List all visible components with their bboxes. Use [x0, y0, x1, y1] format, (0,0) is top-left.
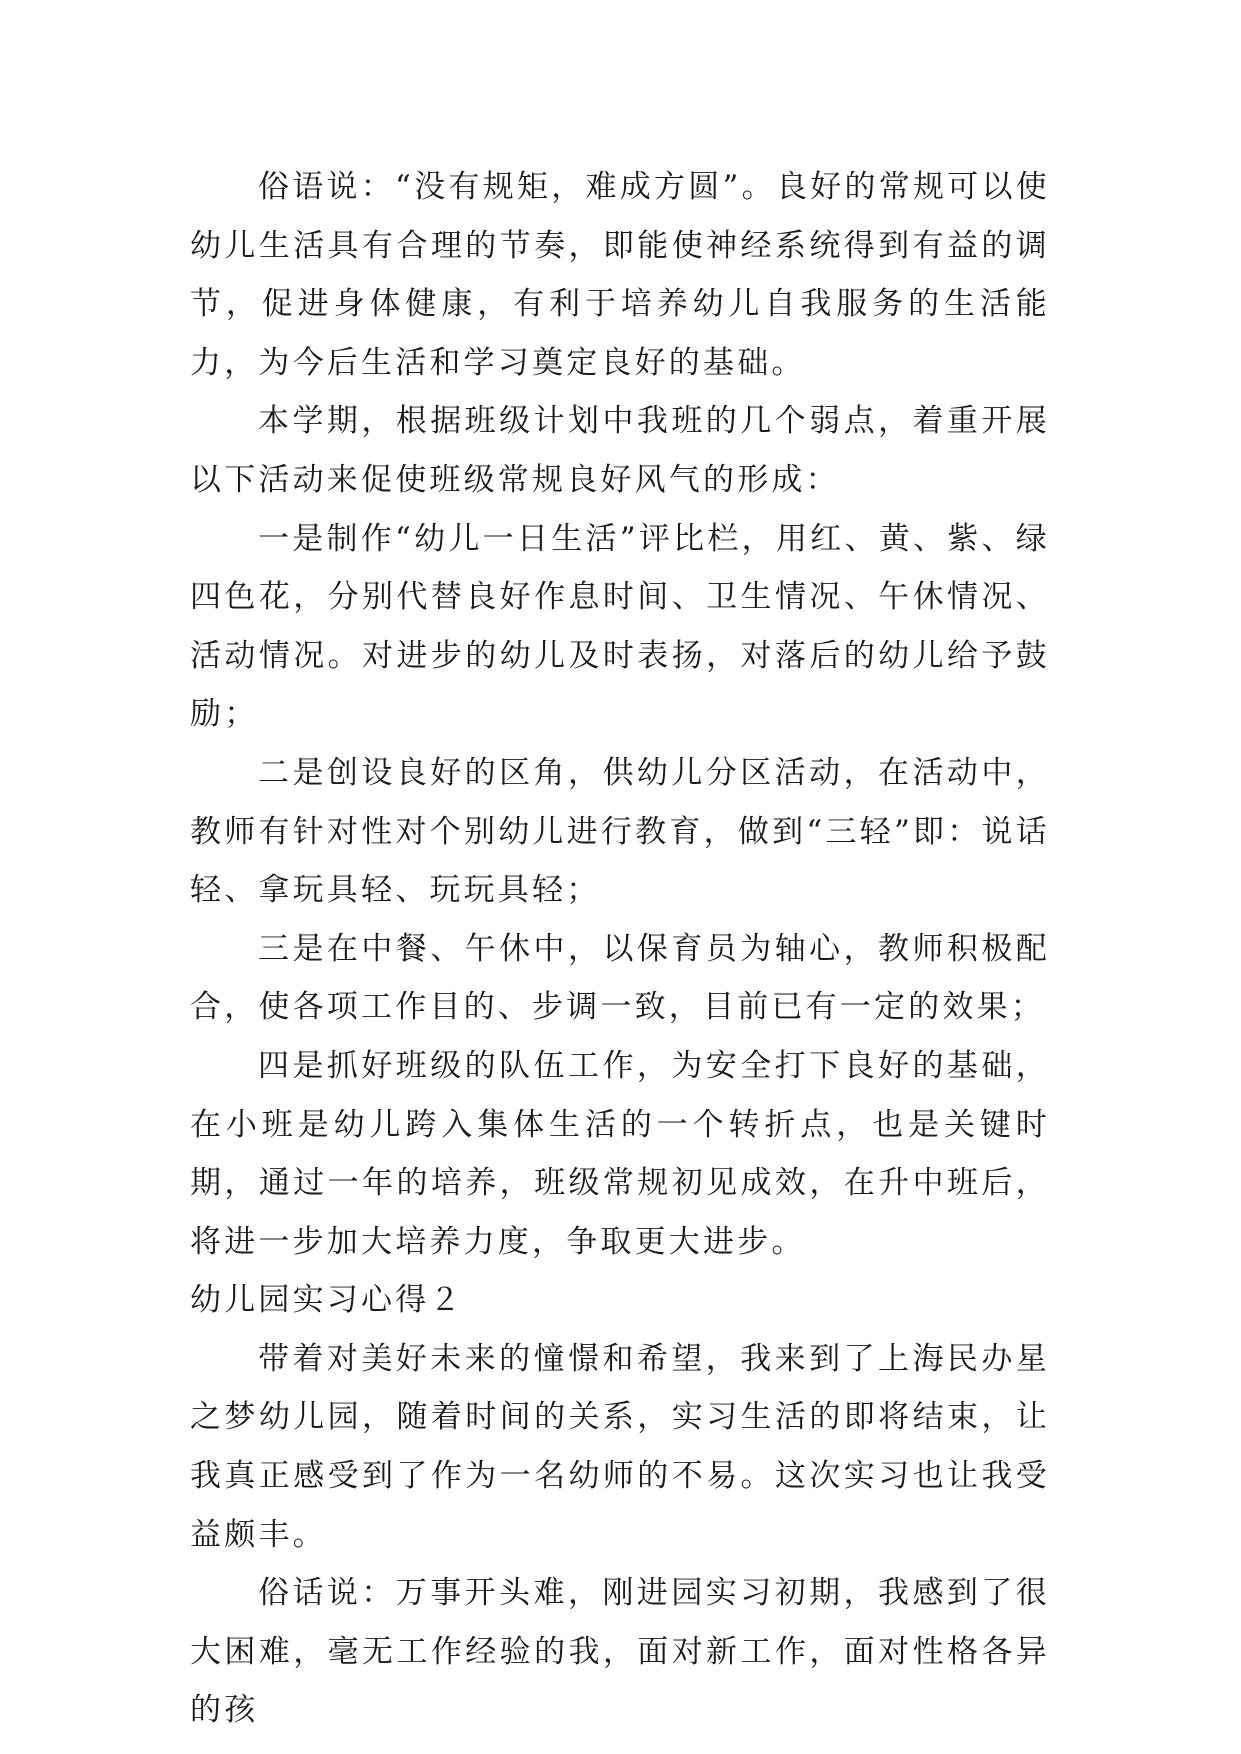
paragraph-internship-difficulty: 俗话说：万事开头难，刚进园实习初期，我感到了很大困难，毫无工作经验的我，面对新工作，面对性格各异的孩 [190, 1575, 1050, 1729]
paragraph-item-one: 一是制作“幼儿一日生活”评比栏，用红、黄、紫、绿四色花，分别代替良好作息时间、卫生情况、午休情况、活动情况。对进步的幼儿及时表扬，对落后的幼儿给予鼓励； [190, 520, 1050, 733]
paragraph-item-two: 二是创设良好的区角，供幼儿分区活动，在活动中，教师有针对性对个别幼儿进行教育，做到“三轻”即：说话轻、拿玩具轻、玩玩具轻； [190, 754, 1050, 909]
paragraph-semester-plan: 本学期，根据班级计划中我班的几个弱点，着重开展以下活动来促使班级常规良好风气的形成： [190, 403, 1050, 498]
paragraph-proverb-rules: 俗语说：“没有规矩，难成方圆”。良好的常规可以使幼儿生活具有合理的节奏，即能使神经系统得到有益的调节，促进身体健康，有利于培养幼儿自我服务的生活能力，为今后生活和学习奠定良好的基础。 [190, 169, 1050, 381]
section-heading: 幼儿园实习心得２ [190, 1282, 464, 1319]
document-body [190, 158, 1050, 1740]
paragraph-internship-intro: 带着对美好未来的憧憬和希望，我来到了上海民办星之梦幼儿园，随着时间的关系，实习生活的即将结束，让我真正感受到了作为一名幼师的不易。这次实习也让我受益颇丰。 [190, 1340, 1050, 1553]
paragraph-item-three: 三是在中餐、午休中，以保育员为轴心，教师积极配合，使各项工作目的、步调一致，目前已有一定的效果； [190, 930, 1050, 1026]
paragraph-item-four: 四是抓好班级的队伍工作，为安全打下良好的基础，在小班是幼儿跨入集体生活的一个转折点，也是关键时期，通过一年的培养，班级常规初见成效，在升中班后，将进一步加大培养力度，争取更大进步。 [190, 1047, 1050, 1260]
